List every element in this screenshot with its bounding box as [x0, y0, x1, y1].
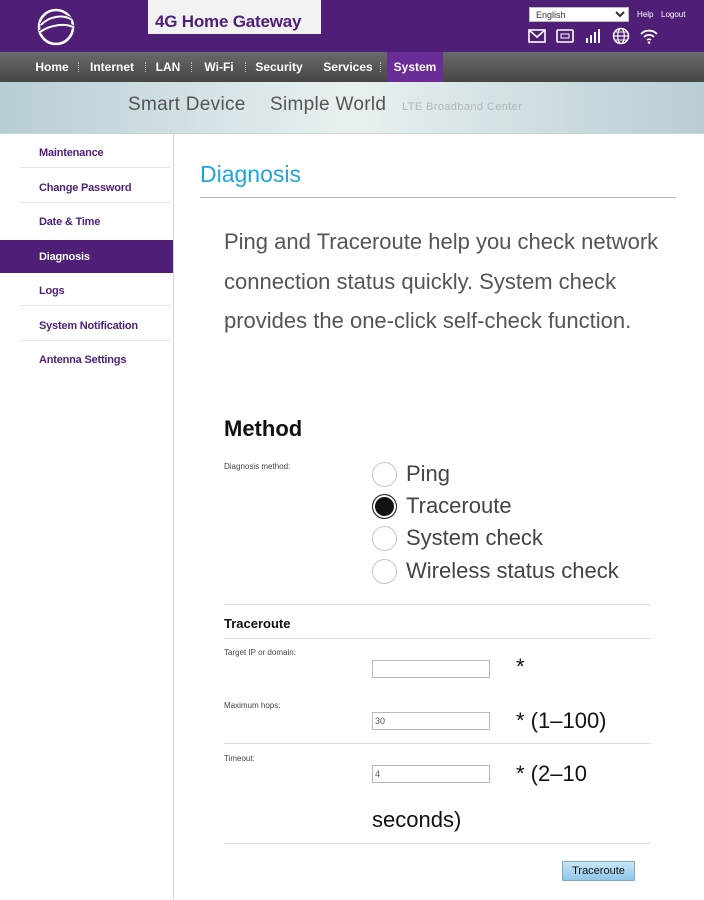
- section-divider: [224, 604, 651, 605]
- banner-subslogan: LTE Broadband Center: [402, 101, 523, 113]
- sidebar-item-label: Logs: [39, 285, 65, 297]
- sidebar-item-antenna-settings[interactable]: [0, 343, 173, 376]
- nav-separator: [145, 62, 147, 72]
- banner-slogan-smart-device: Smart Device: [128, 94, 246, 115]
- sidebar-item-label: Antenna Settings: [39, 354, 127, 366]
- timeout-range-hint-unit: seconds): [372, 807, 462, 832]
- sidebar-item-diagnosis[interactable]: [0, 240, 173, 273]
- page-title: Diagnosis: [200, 161, 301, 187]
- radio-wireless-status-check-label[interactable]: Wireless status check: [406, 558, 619, 583]
- nav-lan[interactable]: LAN: [155, 60, 181, 74]
- sidebar-item-label: Date & Time: [39, 216, 101, 228]
- product-title: 4G Home Gateway: [155, 12, 302, 31]
- sidebar-item-label: Maintenance: [39, 147, 104, 159]
- target-ip-label: Target IP or domain:: [224, 648, 296, 657]
- internet-globe-icon: [611, 27, 631, 45]
- nav-security[interactable]: Security: [255, 60, 303, 74]
- timeout-label: Timeout:: [224, 754, 255, 763]
- sidebar-item-change-password[interactable]: [0, 171, 173, 204]
- max-hops-range-hint: * (1–100): [516, 708, 607, 733]
- nav-system[interactable]: System: [387, 52, 443, 82]
- traceroute-heading: Traceroute: [224, 616, 291, 631]
- sidebar-divider: [173, 134, 174, 900]
- brand-logo: [34, 5, 78, 49]
- nav-separator: [380, 62, 382, 72]
- title-divider: [200, 197, 676, 198]
- method-heading: Method: [224, 416, 303, 441]
- sidebar-item-logs[interactable]: [0, 274, 173, 307]
- wifi-icon: [639, 27, 659, 45]
- diagnosis-method-label: Diagnosis method:: [224, 462, 291, 471]
- sidebar-item-label: Change Password: [39, 182, 132, 194]
- field-divider: [224, 743, 651, 744]
- logout-link[interactable]: Logout: [661, 10, 686, 19]
- max-hops-label: Maximum hops:: [224, 701, 281, 710]
- nav-wifi[interactable]: Wi-Fi: [204, 60, 234, 74]
- banner-slogan-simple-world: Simple World: [270, 94, 387, 115]
- help-link[interactable]: Help: [637, 10, 654, 19]
- sidebar-item-maintenance[interactable]: [0, 136, 173, 169]
- form-footer-divider: [224, 843, 651, 844]
- nav-separator: [191, 62, 193, 72]
- target-ip-required-mark: *: [516, 654, 525, 679]
- radio-traceroute[interactable]: [372, 494, 397, 519]
- radio-system-check-label[interactable]: System check: [406, 525, 543, 550]
- radio-traceroute-label[interactable]: Traceroute: [406, 493, 512, 518]
- nav-separator: [78, 62, 80, 72]
- traceroute-button[interactable]: Traceroute: [562, 861, 635, 881]
- radio-ping[interactable]: [372, 462, 397, 487]
- sidebar-divider-line: [20, 202, 170, 203]
- radio-system-check[interactable]: [372, 526, 397, 551]
- sidebar-item-system-notification[interactable]: [0, 309, 173, 342]
- mail-icon[interactable]: [527, 27, 547, 45]
- sidebar-divider-line: [20, 340, 170, 341]
- signal-icon: [583, 27, 603, 45]
- sidebar-item-label: System Notification: [39, 320, 138, 332]
- section-divider: [224, 638, 651, 639]
- timeout-range-hint: * (2–10: [516, 761, 587, 786]
- nav-internet[interactable]: Internet: [89, 60, 134, 74]
- target-ip-input[interactable]: [372, 660, 490, 678]
- max-hops-input[interactable]: [372, 712, 490, 730]
- radio-wireless-status-check[interactable]: [372, 559, 397, 584]
- nav-separator: [245, 62, 247, 72]
- sidebar-item-date-time[interactable]: [0, 205, 173, 238]
- nav-home[interactable]: Home: [35, 60, 69, 74]
- timeout-input[interactable]: [372, 765, 490, 783]
- sidebar-divider-line: [20, 305, 170, 306]
- sim-icon: [555, 27, 575, 45]
- page-description: Ping and Traceroute help you check network connection status quickly. System check provides the one-click self-check function.: [224, 229, 659, 333]
- nav-services[interactable]: Services: [323, 60, 373, 74]
- radio-ping-label[interactable]: Ping: [406, 461, 451, 486]
- sidebar-item-label: Diagnosis: [39, 251, 90, 263]
- sidebar-divider-line: [20, 167, 170, 168]
- language-select[interactable]: [529, 7, 629, 22]
